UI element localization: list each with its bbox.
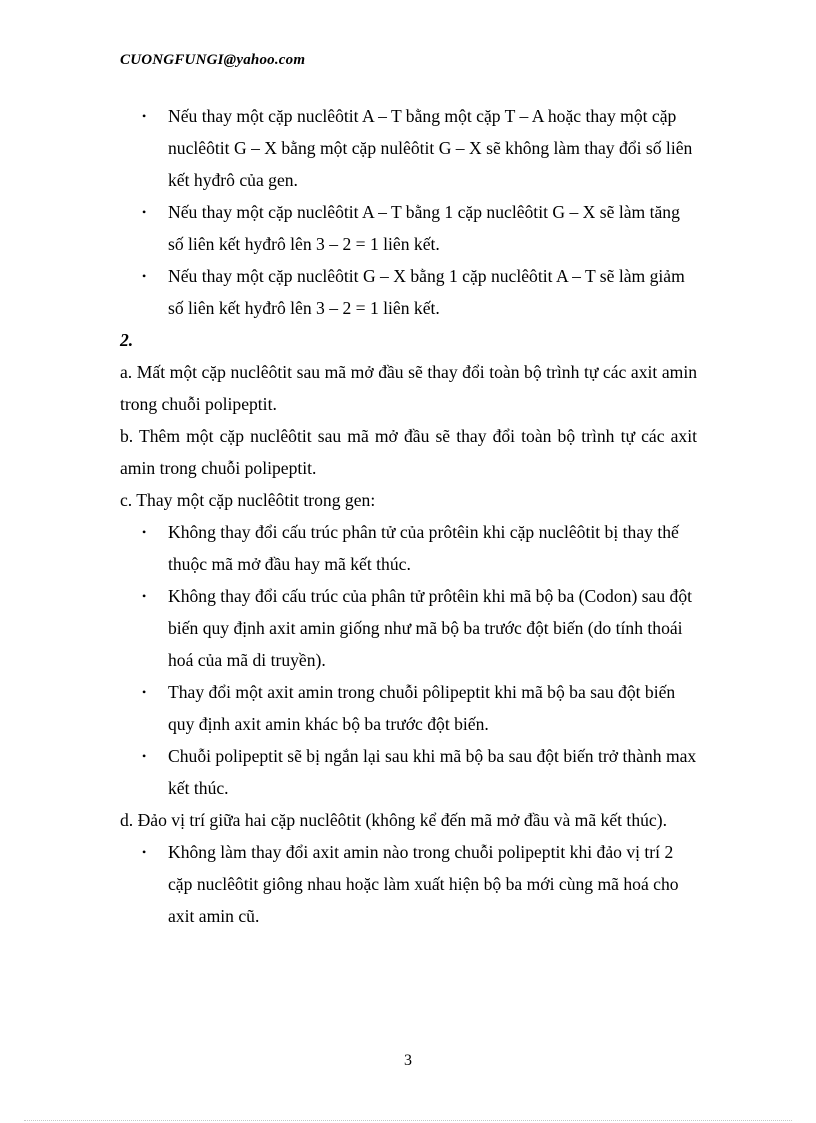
bullet-icon: • bbox=[142, 589, 147, 603]
bullet-icon: • bbox=[142, 685, 147, 699]
list-item bbox=[120, 516, 697, 580]
list-item bbox=[120, 740, 697, 804]
list-item-text: Không thay đổi cấu trúc của phân tử prôtêin khi mã bộ ba (Codon) sau đột biến quy định axit amin giống như mã bộ ba trước đột biến (do tính thoái hoá của mã di truyền). bbox=[168, 586, 693, 670]
list-item-text: Không làm thay đổi axit amin nào trong chuỗi polipeptit khi đảo vị trí 2 cặp nuclêôtit giông nhau hoặc làm xuất hiện bộ ba mới cùng mã hoá cho axit amin cũ. bbox=[168, 842, 679, 926]
list-item-text: Thay đổi một axit amin trong chuỗi pôlipeptit khi mã bộ ba sau đột biến quy định axit amin khác bộ ba trước đột biến. bbox=[168, 682, 676, 734]
bullet-icon: • bbox=[142, 749, 147, 763]
paragraph-c: c. Thay một cặp nuclêôtit trong gen: bbox=[120, 490, 376, 510]
page-content bbox=[120, 100, 697, 932]
bullet-icon: • bbox=[142, 109, 147, 123]
page-number: 3 bbox=[404, 1052, 412, 1069]
list-item-text: Chuỗi polipeptit sẽ bị ngắn lại sau khi mã bộ ba sau đột biến trở thành max kết thúc. bbox=[168, 746, 697, 798]
bullet-list-top bbox=[120, 100, 697, 324]
paragraph-a: a. Mất một cặp nuclêôtit sau mã mở đầu sẽ thay đổi toàn bộ trình tự các axit amin trong chuỗi polipeptit. bbox=[120, 362, 697, 414]
list-item bbox=[120, 100, 697, 196]
section-number: 2. bbox=[120, 330, 134, 350]
bullet-icon: • bbox=[142, 205, 147, 219]
list-item bbox=[120, 260, 697, 324]
list-item bbox=[120, 836, 697, 932]
paragraph-d: d. Đảo vị trí giữa hai cặp nuclêôtit (không kể đến mã mở đầu và mã kết thúc). bbox=[120, 810, 667, 830]
bullet-list-c bbox=[120, 516, 697, 804]
bullet-icon: • bbox=[142, 269, 147, 283]
list-item-text: Nếu thay một cặp nuclêôtit A – T bằng một cặp T – A hoặc thay một cặp nuclêôtit G – X bằng một cặp nulêôtit G – X sẽ không làm thay đổi số liên kết hyđrô của gen. bbox=[168, 106, 693, 190]
header-email: CUONGFUNGI@yahoo.com bbox=[120, 52, 306, 68]
list-item bbox=[120, 196, 697, 260]
list-item bbox=[120, 676, 697, 740]
paragraph-b: b. Thêm một cặp nuclêôtit sau mã mở đầu sẽ thay đổi toàn bộ trình tự các axit amin trong chuỗi polipeptit. bbox=[120, 426, 697, 478]
list-item-text: Nếu thay một cặp nuclêôtit G – X bằng 1 cặp nuclêôtit A – T sẽ làm giảm số liên kết hyđrô lên 3 – 2 = 1 liên kết. bbox=[168, 266, 685, 318]
bullet-icon: • bbox=[142, 525, 147, 539]
page-bottom-divider bbox=[24, 1120, 792, 1121]
list-item-text: Nếu thay một cặp nuclêôtit A – T bằng 1 cặp nuclêôtit G – X sẽ làm tăng số liên kết hyđrô lên 3 – 2 = 1 liên kết. bbox=[168, 202, 680, 254]
bullet-list-d bbox=[120, 836, 697, 932]
list-item-text: Không thay đổi cấu trúc phân tử của prôtêin khi cặp nuclêôtit bị thay thế thuộc mã mở đầu hay mã kết thúc. bbox=[168, 522, 679, 574]
bullet-icon: • bbox=[142, 845, 147, 859]
list-item bbox=[120, 580, 697, 676]
